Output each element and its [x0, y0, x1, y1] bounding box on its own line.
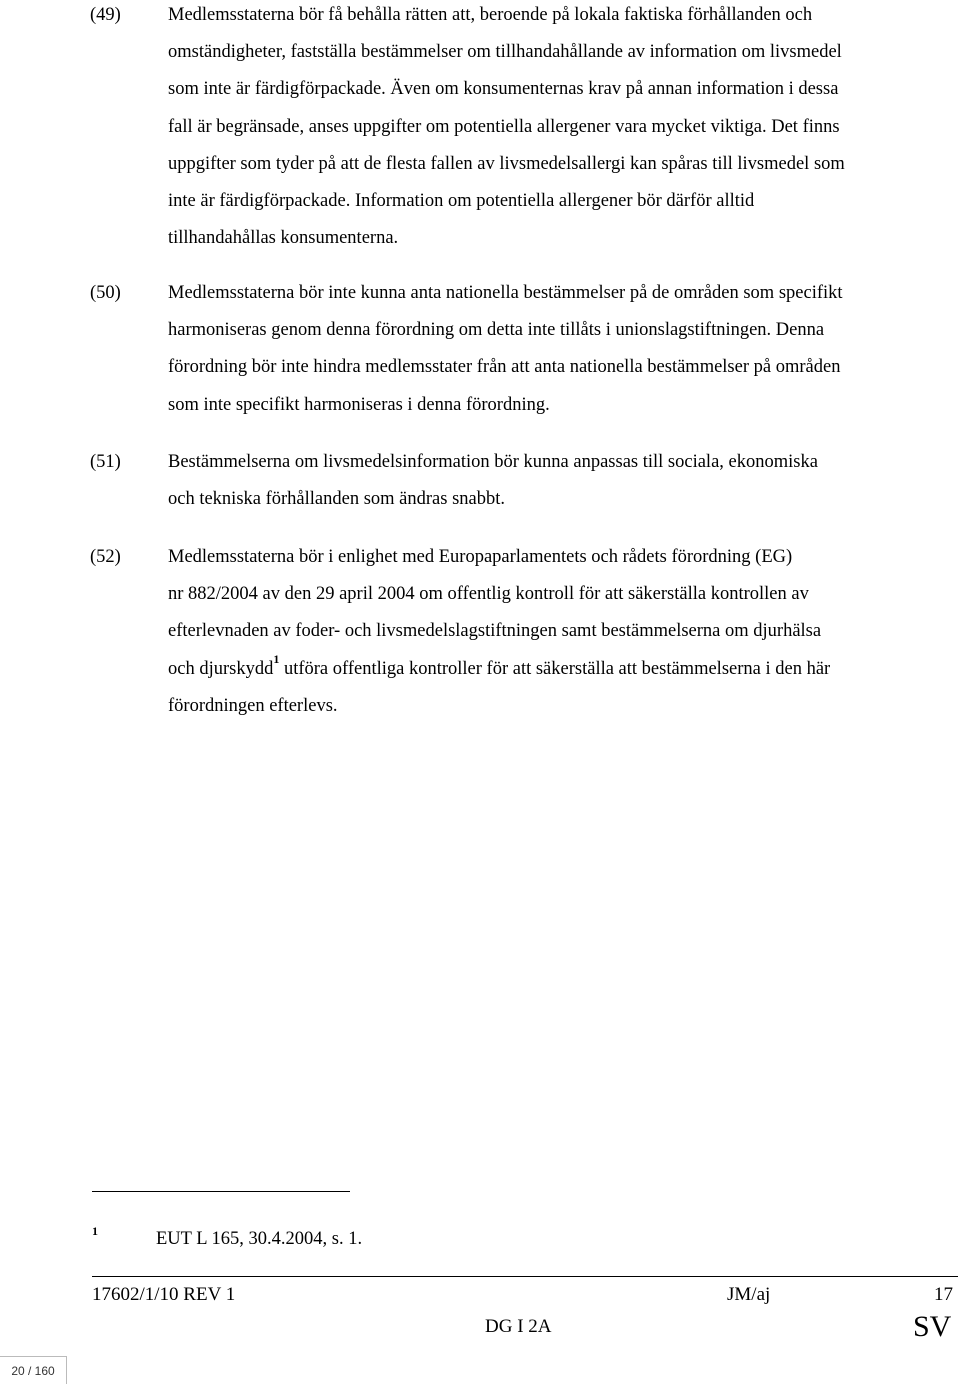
text-line: tillhandahållas konsumenterna. — [168, 228, 399, 249]
text-line: och tekniska förhållanden som ändras snabbt. — [168, 489, 506, 510]
text-line: omständigheter, fastställa bestämmelser om tillhandahållande av information om livsmedel — [168, 42, 842, 63]
footnote-reference[interactable]: 1 — [273, 652, 280, 667]
text-line: Bestämmelserna om livsmedelsinformation bör kunna anpassas till sociala, ekonomiska — [168, 452, 818, 472]
text-line: nr 882/2004 av den 29 april 2004 om offentlig kontroll för att säkerställa kontrollen av — [168, 584, 809, 605]
text-line: uppgifter som tyder på att de flesta fallen av livsmedelsallergi kan spåras till livsmedel som — [168, 153, 845, 174]
text-segment: och djurskydd — [168, 658, 274, 679]
text-line — [168, 651, 956, 688]
footnote-text: EUT L 165, 30.4.2004, s. 1. — [156, 1229, 363, 1249]
text-line: harmoniseras genom denna förordning om detta inte tillåts i unionslagstiftningen. Denna — [168, 320, 825, 341]
text-segment: utföra offentliga kontroller för att säkerställa att bestämmelserna i den här — [279, 658, 831, 679]
text-line: Medlemsstaterna bör få behålla rätten att, beroende på lokala faktiska förhållanden och — [168, 5, 813, 25]
paragraph-number: (50) — [90, 283, 121, 303]
text-line: förordning bör inte hindra medlemsstater från att anta nationella bestämmelser på områden — [168, 357, 841, 378]
footnote-number: 1 — [92, 1224, 98, 1238]
paragraph-number: (49) — [90, 5, 121, 25]
paragraph-49 — [90, 0, 956, 257]
text-line: Medlemsstaterna bör i enlighet med Europaparlamentets och rådets förordning (EG) — [168, 547, 793, 567]
author-initials: JM/aj — [727, 1284, 771, 1305]
directorate-general: DG I 2A — [485, 1316, 552, 1337]
paragraph-text — [168, 444, 956, 518]
language-code: SV — [913, 1310, 952, 1343]
paragraph-50 — [90, 275, 956, 424]
text-line: förordningen efterlevs. — [168, 695, 338, 716]
paragraph-52 — [90, 539, 956, 725]
footer-separator — [92, 1276, 958, 1277]
paragraph-51 — [90, 444, 956, 518]
footnote-separator — [92, 1191, 350, 1192]
paragraph-text — [168, 275, 956, 424]
paragraph-number: (52) — [90, 547, 121, 567]
text-line: Medlemsstaterna bör inte kunna anta nationella bestämmelser på de områden som specifikt — [168, 283, 843, 303]
paragraph-number: (51) — [90, 452, 121, 472]
page-number: 17 — [934, 1284, 953, 1305]
document-reference: 17602/1/10 REV 1 — [92, 1284, 236, 1305]
text-line: som inte specifikt harmoniseras i denna förordning. — [168, 394, 550, 415]
paragraph-text — [168, 539, 956, 725]
paragraph-text — [168, 0, 956, 257]
text-line: efterlevnaden av foder- och livsmedelslagstiftningen samt bestämmelserna om djurhälsa — [168, 621, 822, 642]
text-line: som inte är färdigförpackade. Även om konsumenternas krav på annan information i dessa — [168, 79, 839, 100]
text-line: fall är begränsade, anses uppgifter om potentiella allergener vara mycket viktiga. Det finns — [168, 116, 840, 137]
text-line: inte är färdigförpackade. Information om potentiella allergener bör därför alltid — [168, 191, 755, 212]
page-indicator: 20 / 160 — [0, 1356, 67, 1384]
